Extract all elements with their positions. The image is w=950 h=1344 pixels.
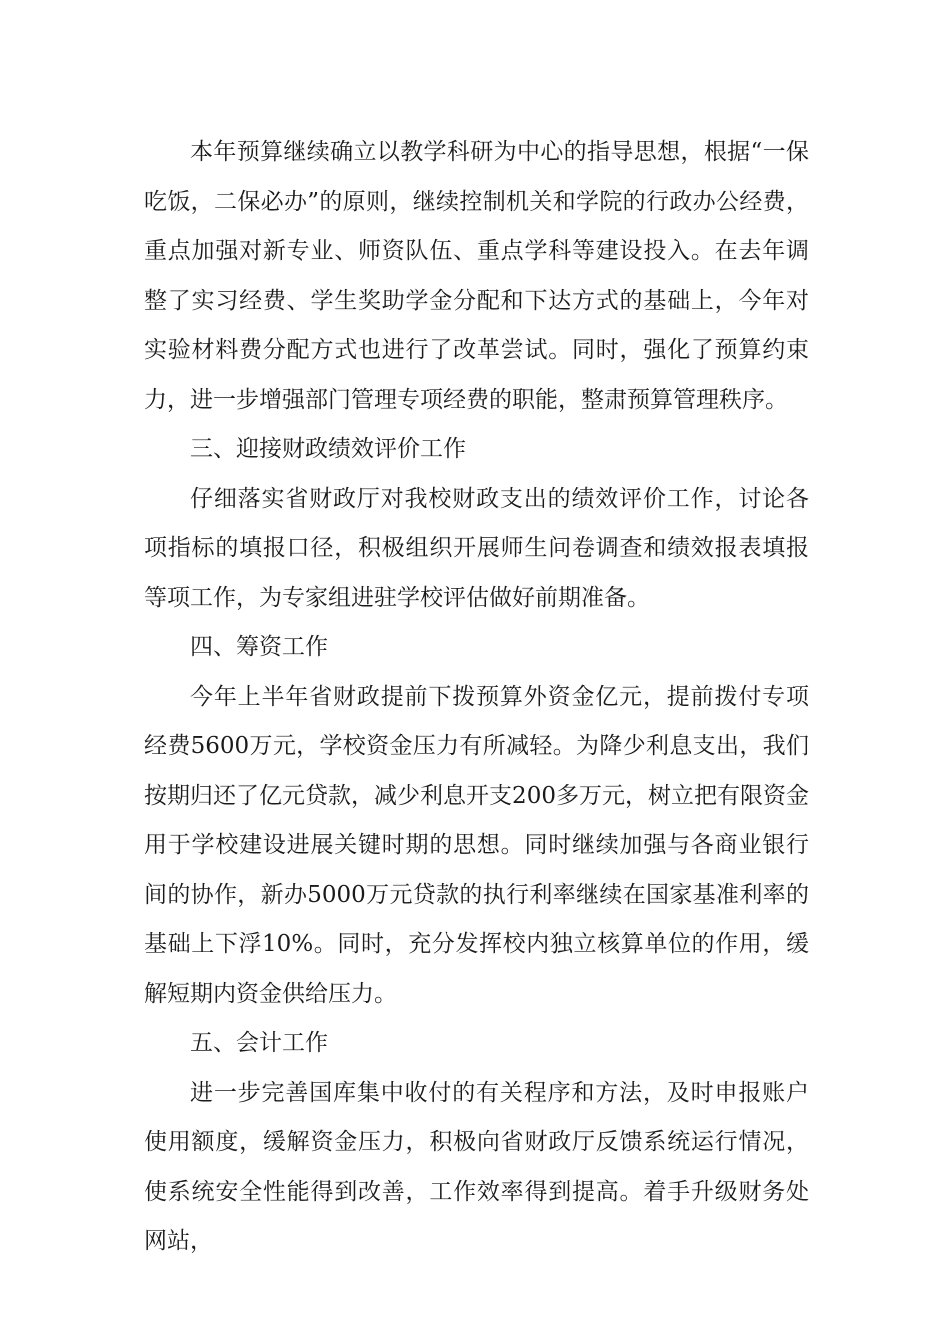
document-body bbox=[144, 128, 809, 1267]
section-heading-fundraising: 四、筹资工作 bbox=[190, 634, 328, 660]
paragraph-budget-principles: 本年预算继续确立以教学科研为中心的指导思想，根据“一保吃饭，二保必办”的原则，继续控制机关和学院的行政办公经费，重点加强对新专业、师资队伍、重点学科等建设投入。在去年调整了实习经费、学生奖助学金分配和下达方式的基础上，今年对实验材料费分配方式也进行了改革尝试。同时，强化了预算约束力，进一步增强部门管理专项经费的职能，整肃预算管理秩序。 bbox=[144, 139, 809, 413]
section-heading-accounting: 五、会计工作 bbox=[190, 1030, 328, 1056]
paragraph-performance-evaluation: 仔细落实省财政厅对我校财政支出的绩效评价工作，讨论各项指标的填报口径，积极组织开展师生问卷调查和绩效报表填报等项工作，为专家组进驻学校评估做好前期准备。 bbox=[144, 485, 809, 611]
paragraph-accounting: 进一步完善国库集中收付的有关程序和方法，及时申报账户使用额度，缓解资金压力，积极向省财政厅反馈系统运行情况，使系统安全性能得到改善，工作效率得到提高。着手升级财务处网站， bbox=[144, 1079, 809, 1254]
paragraph-fundraising: 今年上半年省财政提前下拨预算外资金亿元，提前拨付专项经费5600万元，学校资金压力有所减轻。为降少利息支出，我们按期归还了亿元贷款，减少利息开支200多万元，树立把有限资金用于学校建设进展关键时期的思想。同时继续加强与各商业银行间的协作，新办5000万元贷款的执行利率继续在国家基准利率的基础上下浮10%。同时，充分发挥校内独立核算单位的作用，缓解短期内资金供给压力。 bbox=[144, 683, 809, 1007]
section-heading-performance-evaluation: 三、迎接财政绩效评价工作 bbox=[190, 436, 466, 462]
